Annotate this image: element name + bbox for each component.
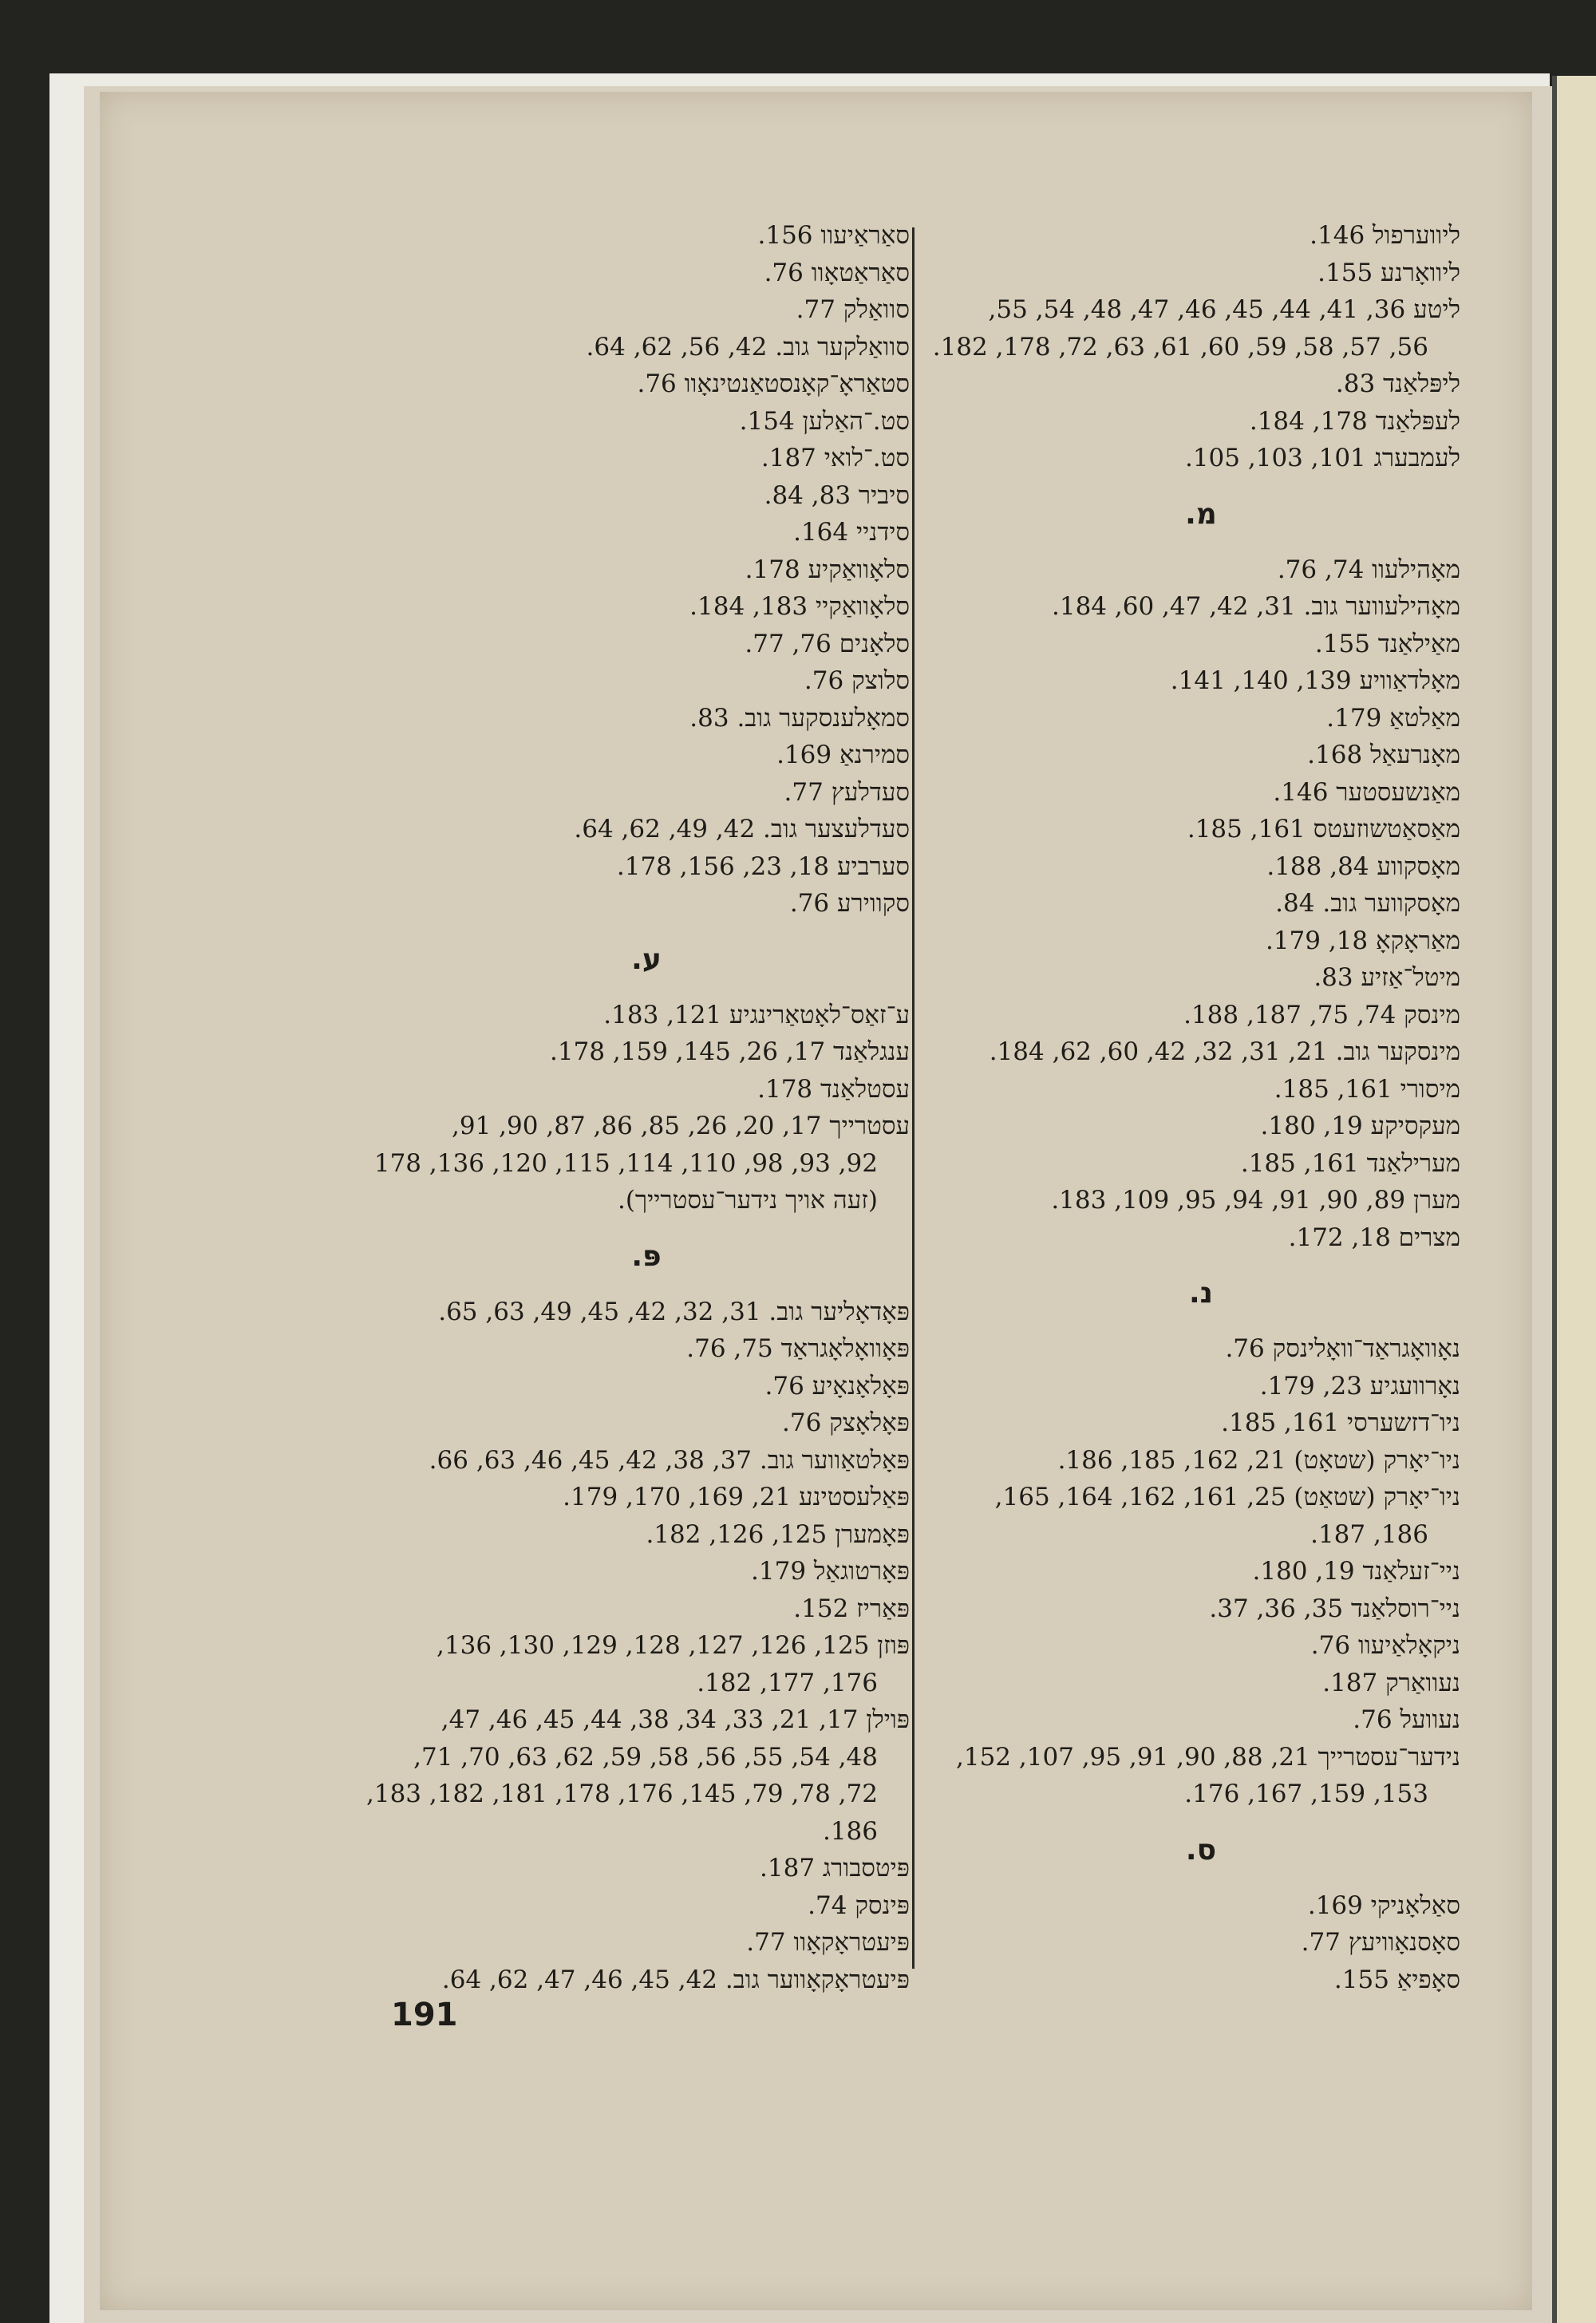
index-entry: סטאַראָ־קאָנסטאַנטינאָוו 76. [637,369,910,398]
index-entry: סט.־לואי 187. [760,444,910,472]
index-entry: מאָסקווע 84, 188. [1266,851,1460,881]
index-entry: סעדלעצער גוב. 42, 49, 62, 64. [574,815,910,843]
index-entry: סט.־האַלען 154. [739,406,910,436]
index-entry: פּאָוואָלאָגראַד 75, 76. [686,1334,910,1363]
index-entry: פּינסק 74. [808,1890,910,1920]
index-entry: פּאָרטוגאַל 179. [751,1557,910,1586]
index-entry-continuation: 48, 54, 55, 56, 58, 59, 62, 63, 70, 71, [413,1742,878,1772]
index-entry-continuation: 186, 187. [1310,1519,1428,1549]
index-entry: מעקסיקע 19, 180. [1260,1112,1460,1140]
index-entry: מאָנרעאַל 168. [1307,741,1460,769]
index-entry: סאַלאָניקי 169. [1307,1890,1460,1920]
index-entry: סאַראַיעוו 156. [757,221,910,250]
index-entry: מצרים 18, 172. [1288,1223,1460,1252]
index-entry: ע־זאַס־לאָטאַרינגיע 121, 183. [603,1000,910,1029]
index-entry: סיביר 83, 84. [764,480,910,510]
index-entry: לעפּלאַנד 178, 184. [1249,406,1460,436]
index-entry-continuation: 153, 159, 167, 176. [1184,1780,1428,1808]
next-page-edge [1552,76,1596,2323]
index-entry: נעוועל 76. [1353,1705,1460,1734]
index-entry: ניו־יאָרק (שטאַט) 25, 161, 162, 164, 165, [994,1483,1460,1511]
index-column-right [932,217,1460,1998]
index-entry: סוואַלק 77. [796,295,910,324]
index-entry: נידער־עסטרייך 21, 88, 90, 91, 95, 107, 152, [955,1742,1460,1772]
index-entry: מיסורי 161, 185. [1274,1074,1460,1104]
page-number: 191 [391,1997,458,2033]
index-entry: סמירנאַ 169. [776,741,910,769]
index-entry: סאַראַטאָוו 76. [764,258,910,287]
index-entry: סוואַלקער גוב. 42, 56, 62, 64. [586,332,910,361]
index-entry: ליטע 36, 41, 44, 45, 46, 47, 48, 54, 55, [988,295,1460,324]
index-entry: סלאָוואַקיי 183, 184. [689,592,910,621]
index-entry: פּאָלאָנאָיע 76. [764,1371,910,1401]
section-letter: ס. [1185,1833,1217,1867]
index-entry: סקווירע 76. [789,889,910,918]
index-entry: עסטרייך 17, 20, 26, 85, 86, 87, 90, 91, [452,1112,910,1140]
index-entry: ליוואָרנע 155. [1317,258,1460,287]
index-entry-continuation: 186. [822,1816,878,1846]
section-letter: ע. [631,942,662,976]
index-entry-continuation: 92, 93, 98, 110, 114, 115, 120, 136, 178 [373,1148,878,1178]
index-entry: ניי־רוסלאַנד 35, 36, 37. [1209,1594,1460,1623]
index-entry: ניו־יאָרק (שטאָט) 21, 162, 185, 186. [1057,1445,1460,1475]
index-entry: פּיעטראָקאָווער גוב. 42, 45, 46, 47, 62, 64. [441,1965,910,1994]
index-entry: מאָסקווער גוב. 84. [1275,889,1460,918]
index-entry: ניי־זעלאַנד 19, 180. [1252,1557,1460,1586]
index-entry: פּיעטראָקאָוו 77. [746,1928,910,1957]
index-entry: פּאָדאָליער גוב. 31, 32, 42, 45, 49, 63, 65. [438,1297,910,1326]
index-entry: ניקאָלאַיעוו 76. [1310,1631,1460,1660]
index-entry: פּאָמערן 125, 126, 182. [646,1519,910,1549]
index-entry-continuation: 72, 78, 79, 145, 176, 178, 181, 182, 183, [366,1780,878,1808]
index-entry-continuation: (זעה אויך נידער־עסטרייך). [617,1186,878,1215]
index-entry-continuation: 176, 177, 182. [697,1668,878,1697]
index-entry: ניו־דזשערסי 161, 185. [1221,1408,1460,1437]
index-entry: סאָפיאַ 155. [1333,1965,1460,1994]
index-entry: לעמבערג 101, 103, 105. [1184,444,1460,472]
index-entry: סידניי 164. [793,518,910,547]
index-entry: פּוילן 17, 21, 33, 34, 38, 44, 45, 46, 47, [440,1705,910,1734]
index-entry: מאַלטאַ 179. [1326,703,1460,733]
index-entry: עסטלאַנד 178. [757,1074,910,1104]
index-entry: פּאַריז 152. [793,1594,910,1623]
index-entry: סערביע 18, 23, 156, 178. [616,851,910,881]
index-entry: נאָרוועגיע 23, 179. [1259,1371,1460,1401]
index-entry: פּאָלאָצק 76. [782,1408,910,1437]
index-entry: מערן 89, 90, 91, 94, 95, 109, 183. [1051,1186,1460,1215]
index-entry: פּוזן 125, 126, 127, 128, 129, 130, 136, [437,1631,910,1660]
index-entry: מאָלדאַוויע 139, 140, 141. [1170,666,1460,695]
index-entry: פּאַלעסטינע 21, 169, 170, 179. [563,1483,910,1511]
index-entry: סאָסנאָוויעץ 77. [1301,1928,1460,1957]
index-entry: סלאָנים 76, 77. [745,629,910,658]
index-entry: סמאָלענסקער גוב. 83. [689,703,910,733]
section-letter: נ. [1189,1277,1213,1310]
index-entry: סלאָוואַקיע 178. [745,555,910,584]
index-entry-continuation: 56, 57, 58, 59, 60, 61, 63, 72, 178, 182. [932,332,1428,361]
section-letter: פּ. [631,1239,662,1273]
index-entry: ליווערפול 146. [1310,221,1460,250]
index-column-left [366,217,910,1998]
index-entry: סלוצק 76. [804,666,910,695]
index-entry: מינסקער גוב. 21, 31, 32, 42, 60, 62, 184. [989,1037,1460,1066]
index-entry: מאָהילעווער גוב. 31, 42, 47, 60, 184. [1051,592,1460,621]
index-entry: מאַנשעסטער 146. [1273,777,1460,807]
index-entry: נעוואַרק 187. [1322,1668,1460,1697]
index-entry: מאַראָקאָ 18, 179. [1265,926,1460,955]
index-entry: נאָוואָגראַד־וואָלינסק 76. [1225,1334,1460,1363]
index-entry: מאָהילעוו 74, 76. [1277,555,1460,584]
index-entry: פּיטסבורג 187. [760,1854,910,1882]
column-divider [912,227,915,1969]
section-letter: מ. [1185,497,1217,531]
index-entry: ליפּלאַנד 83. [1335,369,1460,398]
index-entry: מערילאַנד 161, 185. [1240,1148,1460,1178]
index-entry: פּאָלטאַווער גוב. 37, 38, 42, 45, 46, 63, 66. [429,1445,910,1475]
index-entry: סעדלעץ 77. [784,777,910,807]
index-entry: ענגלאַנד 17, 26, 145, 159, 178. [550,1037,910,1066]
index-entry: מיטל־אַזיע 83. [1314,963,1460,992]
index-entry: מאַילאַנד 155. [1314,629,1460,658]
index-entry: מאַסאַטשוזעטס 161, 185. [1187,815,1460,843]
index-entry: מינסק 74, 75, 187, 188. [1183,1000,1460,1029]
